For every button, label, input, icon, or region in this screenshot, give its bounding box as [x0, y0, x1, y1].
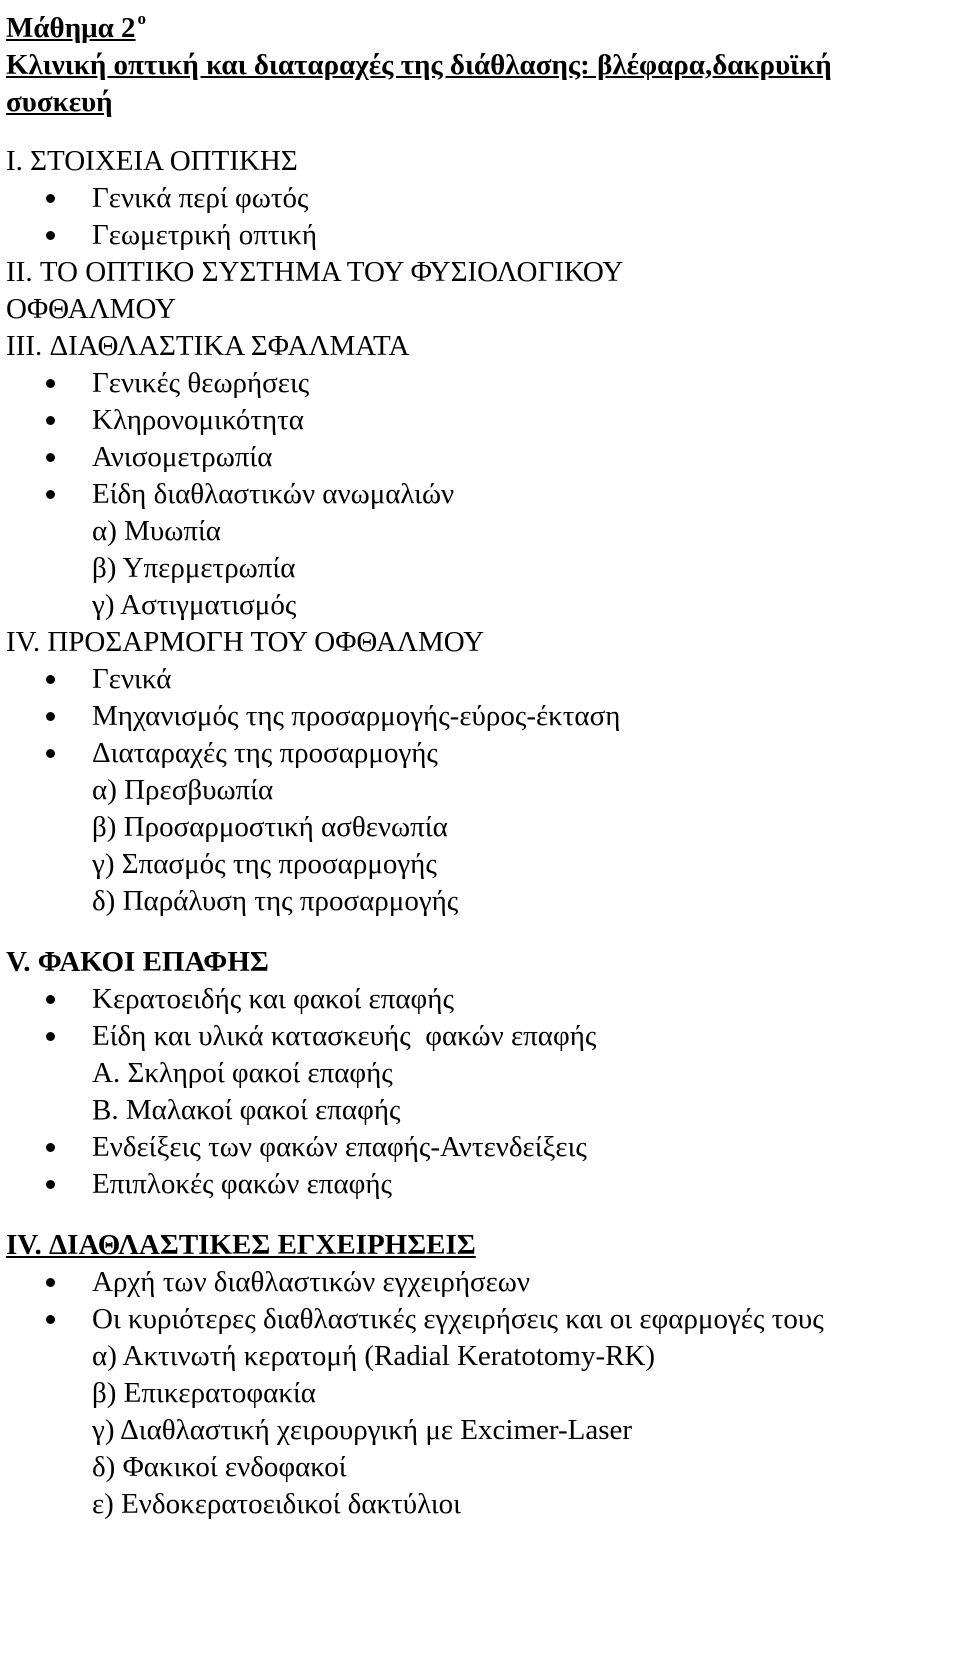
list-item: Ενδείξεις των φακών επαφής-Αντενδείξεις [6, 1129, 956, 1166]
sub-list-item: δ) Φακικοί ενδοφακοί [92, 1451, 347, 1483]
bullet-icon [46, 675, 55, 684]
sub-list-item: ε) Ενδοκερατοειδικοί δακτύλιοι [92, 1488, 461, 1520]
sub-list-item: α) Πρεσβυωπία [92, 774, 274, 806]
list-item: Αρχή των διαθλαστικών εγχειρήσεων [6, 1264, 956, 1301]
section-heading-optical-system: II. ΤΟ ΟΠΤΙΚΟ ΣΥΣΤΗΜΑ ΤΟΥ ΦΥΣΙΟΛΟΓΙΚΟΥ [6, 256, 624, 288]
sub-list-item: Α. Σκληροί φακοί επαφής [92, 1057, 393, 1089]
sub-list-item: γ) Αστιγματισμός [92, 589, 297, 621]
section-heading-optical-system-cont: ΟΦΘΑΛΜΟΥ [6, 293, 176, 325]
section-heading-refractive-errors: III. ΔΙΑΘΛΑΣΤΙΚΑ ΣΦΑΛΜΑΤΑ [6, 330, 410, 362]
section-heading-contact-lenses: V. ΦΑΚΟΙ ΕΠΑΦΗΣ [6, 946, 269, 978]
lesson-superscript: ο [137, 9, 147, 28]
bullet-icon [46, 995, 55, 1004]
bullet-icon [46, 416, 55, 425]
lesson-title [6, 0, 956, 47]
bullet-icon [46, 453, 55, 462]
bullet-icon [46, 1278, 55, 1287]
bullet-icon [46, 194, 55, 203]
sub-list-item: β) Προσαρμοστική ασθενωπία [92, 811, 448, 843]
lesson-number: Μάθημα 2 [6, 12, 136, 44]
section-heading-optics: I. ΣΤΟΙΧΕΙΑ ΟΠΤΙΚΗΣ [6, 145, 298, 177]
bullet-icon [46, 1315, 55, 1324]
list-item: Κερατοειδής και φακοί επαφής [6, 981, 956, 1018]
list-item: Διαταραχές της προσαρμογής [6, 735, 956, 772]
bullet-icon [46, 379, 55, 388]
section-heading-accommodation: IV. ΠΡΟΣΑΡΜΟΓΗ ΤΟΥ ΟΦΘΑΛΜΟΥ [6, 626, 485, 658]
section-heading-refractive-surgery: IV. ΔΙΑΘΛΑΣΤΙΚΕΣ ΕΓΧΕΙΡΗΣΕΙΣ [6, 1229, 476, 1261]
list-item: Ανισομετρωπία [6, 439, 956, 476]
course-title-line-2: συσκευή [6, 86, 113, 118]
list-item: Γεωμετρική οπτική [6, 217, 956, 254]
bullet-icon [46, 1180, 55, 1189]
list-item: Γενικά [6, 661, 956, 698]
list-item: Κληρονομικότητα [6, 402, 956, 439]
list-item: Γενικά περί φωτός [6, 180, 956, 217]
sub-list-item: δ) Παράλυση της προσαρμογής [92, 885, 459, 917]
sub-list-item: γ) Σπασμός της προσαρμογής [92, 848, 437, 880]
course-title-line-1: Κλινική οπτική και διαταραχές της διάθλασης: βλέφαρα,δακρυϊκή [6, 49, 832, 81]
list-item: Είδη διαθλαστικών ανωμαλιών [6, 476, 956, 513]
list-item: Επιπλοκές φακών επαφής [6, 1166, 956, 1203]
list-item: Είδη και υλικά κατασκευής φακών επαφής [6, 1018, 956, 1055]
bullet-icon [46, 490, 55, 499]
bullet-icon [46, 1032, 55, 1041]
sub-list-item: β) Επικερατοφακία [92, 1377, 316, 1409]
list-item: Γενικές θεωρήσεις [6, 365, 956, 402]
sub-list-item: α) Ακτινωτή κερατομή (Radial Keratotomy-RK) [92, 1340, 656, 1372]
document-page [6, 0, 956, 1523]
sub-list-item: α) Μυωπία [92, 515, 221, 547]
sub-list-item: Β. Μαλακοί φακοί επαφής [92, 1094, 401, 1126]
sub-list-item: γ) Διαθλαστική χειρουργική με Excimer-Laser [92, 1414, 633, 1446]
sub-list-item: β) Υπερμετρωπία [92, 552, 296, 584]
bullet-icon [46, 231, 55, 240]
bullet-icon [46, 1143, 55, 1152]
list-item: Οι κυριότερες διαθλαστικές εγχειρήσεις και οι εφαρμογές τους [6, 1301, 956, 1338]
bullet-icon [46, 712, 55, 721]
list-item: Μηχανισμός της προσαρμογής-εύρος-έκταση [6, 698, 956, 735]
bullet-icon [46, 749, 55, 758]
